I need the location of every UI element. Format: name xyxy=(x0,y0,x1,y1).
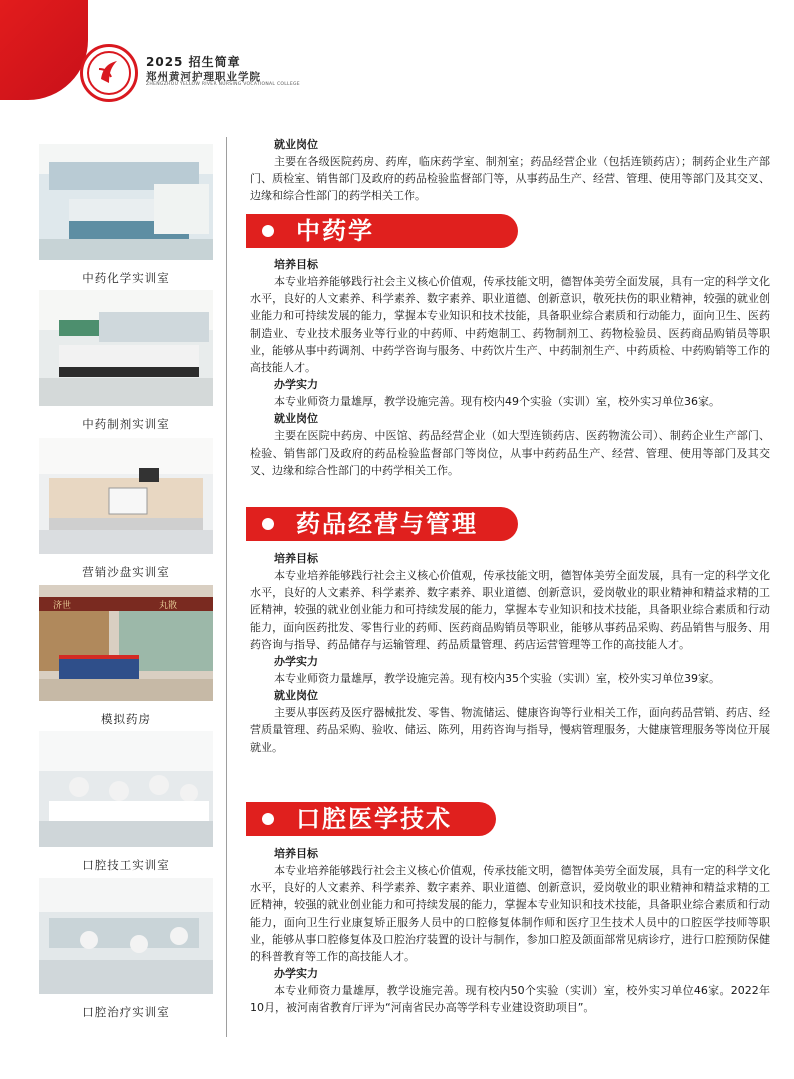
strength-text: 本专业师资力量雄厚，教学设施完善。现有校内35个实验（实训）室，校外实习单位39家。 xyxy=(274,672,720,686)
employment-heading: 就业岗位 xyxy=(274,689,318,703)
dental-section xyxy=(250,845,770,1017)
photo-caption: 营销沙盘实训室 xyxy=(82,565,170,579)
goal-text: 本专业培养能够践行社会主义核心价值观，传承技能文明，德智体美劳全面发展，具有一定的科学文化水平，良好的人文素养、科学素养、数字素养、职业道德、创新意识，爱岗敬业的职业精神和精益求精的工匠精神，较强的就业创业能力和可持续发展的能力，掌握本专业知识和技术技能，具备职业综合素质和行动能力，面向医药批发、零售行业的药师、医药商品购销员等职业，能够从事药品采购、药品销售与服务、用药咨询与指导、药品储存与运输管理、药品质量管理、药店运营管理等工作的高技能人才。 xyxy=(250,569,770,651)
section-banner-drug xyxy=(246,507,518,541)
section-banner-tcm xyxy=(246,214,518,248)
section-title: 中药学 xyxy=(296,217,374,245)
photo-card xyxy=(39,144,213,286)
lab-photo xyxy=(39,731,213,847)
lab-photo xyxy=(39,585,213,701)
employment-text: 主要在各级医院药房、药库，临床药学室、制剂室；药品经营企业（包括连锁药店）；制药企业生产部门、质检室、销售部门及政府的药品检验监督部门等，从事药品生产、经营、管理、使用等部门及其交叉、边缘和综合性部门的药学相关工作。 xyxy=(250,155,770,203)
section-title: 口腔医学技术 xyxy=(296,805,452,833)
photo-card xyxy=(39,290,213,432)
photo-card xyxy=(39,585,213,727)
lab-photo xyxy=(39,144,213,260)
goal-text: 本专业培养能够践行社会主义核心价值观，传承技能文明，德智体美劳全面发展，具有一定的科学文化水平，良好的人文素养、科学素养、数字素养、职业道德、创新意识，敬死扶伤的职业精神，较强的就业创业能力和可持续发展的能力，掌握本专业知识和技术技能，具备职业综合素质和行动能力，面向卫生、医药制造业、专业技术服务业等行业的中药师、中药炮制工、药物制剂工、药物检验员、医药商品购销员等职业，能够从事中药调剂、中药学咨询与服务、中药饮片生产、中药制剂生产、中药质检、中药购销等工作的高技能人才。 xyxy=(250,275,770,375)
pharmacy-sign-left: 济世 xyxy=(53,601,72,611)
photo-card xyxy=(39,438,213,580)
photo-caption: 口腔技工实训室 xyxy=(82,858,170,872)
strength-heading: 办学实力 xyxy=(274,655,318,669)
photo-card xyxy=(39,878,213,1020)
lab-photo xyxy=(39,878,213,994)
photo-card xyxy=(39,731,213,873)
banner-dot xyxy=(262,813,274,825)
banner-bar xyxy=(246,214,518,248)
school-name: 郑州黄河护理职业学院 xyxy=(146,71,261,83)
employment-text: 主要从事医药及医疗器械批发、零售、物流储运、健康咨询等行业相关工作，面向药品营销、药店、经营质量管理、药品采购、验收、储运、陈列，用药咨询与指导，慢病管理服务，大健康管理服务等岗位开展就业。 xyxy=(250,706,770,754)
strength-heading: 办学实力 xyxy=(274,967,318,981)
photo-caption: 中药化学实训室 xyxy=(82,271,170,285)
pharmacy-sign-right: 丸散 xyxy=(159,601,178,611)
strength-text: 本专业师资力量雄厚，教学设施完善。现有校内50个实验（实训）室，校外实习单位46家。2022年10月，被河南省教育厅评为“河南省民办高等学科专业建设资助项目”。 xyxy=(250,984,770,1015)
strength-heading: 办学实力 xyxy=(274,378,318,392)
section-banner-dental xyxy=(246,802,518,836)
logo-emblem-icon xyxy=(97,59,121,85)
school-name-en: ZHENGZHOU YELLOW RIVER NURSING VOCATIONAL COLLEGE xyxy=(146,82,300,87)
goal-heading: 培养目标 xyxy=(274,552,318,565)
school-logo xyxy=(80,44,138,102)
strength-text: 本专业师资力量雄厚，教学设施完善。现有校内49个实验（实训）室，校外实习单位36家。 xyxy=(274,395,720,409)
goal-heading: 培养目标 xyxy=(274,847,318,860)
photo-caption: 口腔治疗实训室 xyxy=(82,1005,170,1019)
lab-photo xyxy=(39,438,213,554)
brochure-title: 2025 招生简章 xyxy=(146,55,241,69)
photo-caption: 模拟药房 xyxy=(101,712,151,726)
banner-dot xyxy=(262,225,274,237)
photo-caption: 中药制剂实训室 xyxy=(82,417,170,431)
employment-text: 主要在医院中药房、中医馆、药品经营企业（如大型连锁药店、医药物流公司）、制药企业生产部门、检验、销售部门及政府的药品检验监督部门等岗位，从事中药药品生产、经营、管理、使用等部门及其交叉、边缘和综合性部门的中药学相关工作。 xyxy=(250,429,770,477)
tcm-section xyxy=(250,256,770,479)
goal-heading: 培养目标 xyxy=(274,258,318,271)
goal-text: 本专业培养能够践行社会主义核心价值观，传承技能文明，德智体美劳全面发展，具有一定的科学文化水平，良好的人文素养、科学素养、数字素养、职业道德、创新意识，爱岗敬业的职业精神和精益求精的工匠精神，较强的就业创业能力和可持续发展的能力，掌握本专业知识和技术技能，具备职业综合素质和行动能力，面向卫生行业康复矫正服务人员中的口腔修复体制作师和医疗卫生技术人员中的口腔医学技师等职业，能够从事口腔修复体及口腔治疗装置的设计与制作，参加口腔及颌面部常见病诊疗，进行口腔预防保健的科普教育等工作的高技能人才。 xyxy=(250,864,770,964)
banner-dot xyxy=(262,518,274,530)
employment-heading: 就业岗位 xyxy=(274,138,318,151)
section-title: 药品经营与管理 xyxy=(296,510,478,538)
prev-section xyxy=(250,136,770,205)
header-red-corner xyxy=(0,0,88,100)
lab-photo xyxy=(39,290,213,406)
column-divider xyxy=(226,137,227,1037)
drug-section xyxy=(250,550,770,756)
employment-heading: 就业岗位 xyxy=(274,412,318,426)
